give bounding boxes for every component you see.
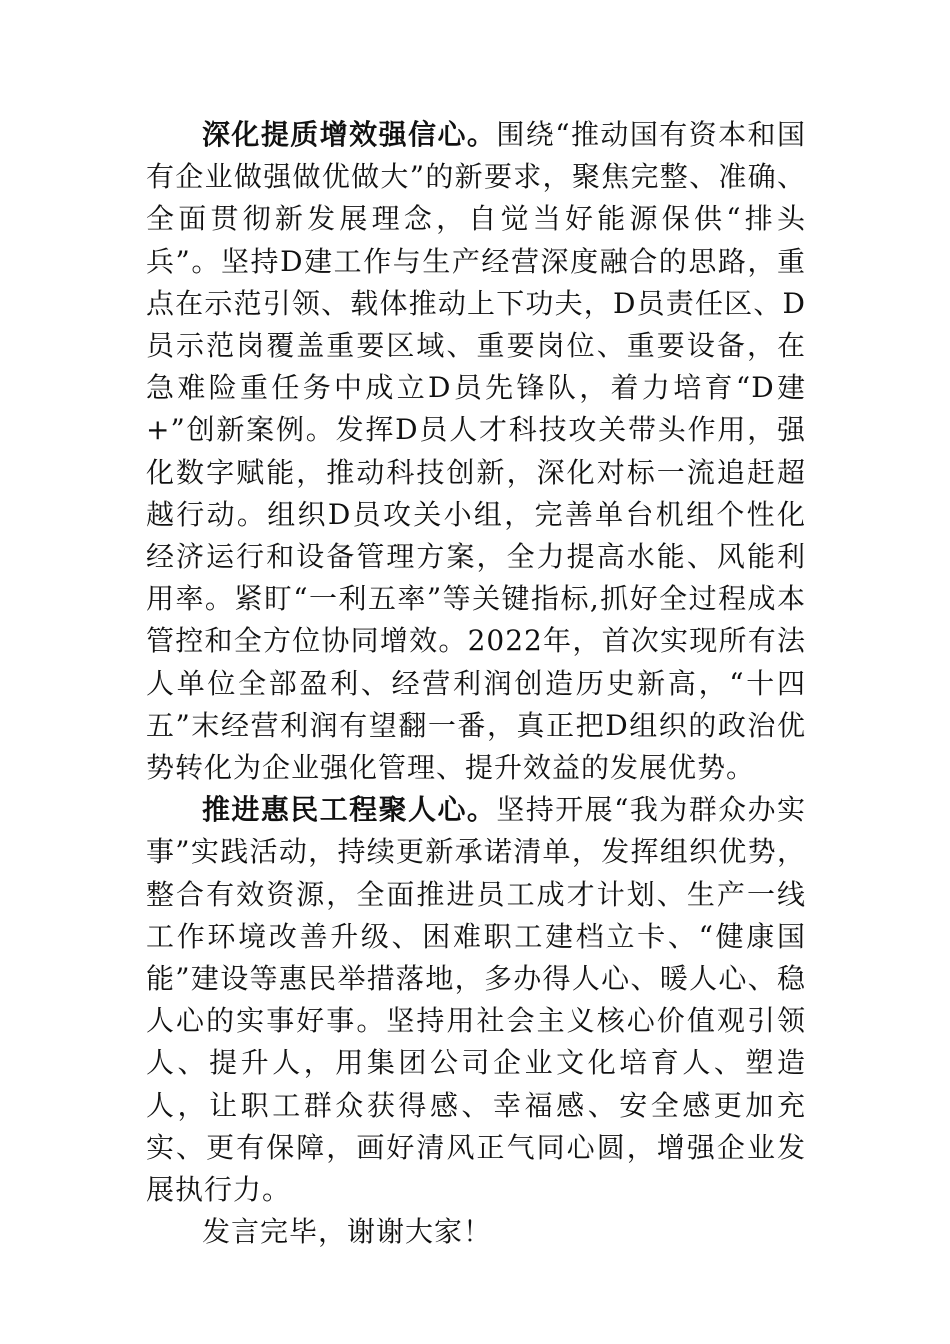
document-page (146, 114, 806, 1253)
closing-text: 发言完毕，谢谢大家！ (202, 1215, 493, 1249)
paragraph-closing (146, 1211, 806, 1253)
paragraph-heading: 深化提质增效强信心。 (202, 118, 497, 151)
paragraph-body: 围绕“推动国有资本和国有企业做强做优做大”的新要求，聚焦完整、准确、全面贯彻新发展理念，自觉当好能源保供“排头兵”。坚持D建工作与生产经营深度融合的思路，重点在示范引领、载体推动上下功夫，D员责任区、D员示范岗覆盖重要区域、重要岗位、重要设备，在急难险重任务中成立D员先锋队，着力培育“D建+”创新案例。发挥D员人才科技攻关带头作用，强化数字赋能，推动科技创新，深化对标一流追赶超越行动。组织D员攻关小组，完善单台机组个性化经济运行和设备管理方案，全力提高水能、风能利用率。紧盯“一利五率”等关键指标,抓好全过程成本管控和全方位协同增效。2022年，首次实现所有法人单位全部盈利、经营利润创造历史新高，“十四五”末经营利润有望翻一番，真正把D组织的政治优势转化为企业强化管理、提升效益的发展优势。 (146, 118, 806, 785)
paragraph-body: 坚持开展“我为群众办实事”实践活动，持续更新承诺清单，发挥组织优势，整合有效资源，全面推进员工成才计划、生产一线工作环境改善升级、困难职工建档立卡、“健康国能”建设等惠民举措落地，多办得人心、暖人心、稳人心的实事好事。坚持用社会主义核心价值观引领人、提升人，用集团公司企业文化培育人、塑造人，让职工群众获得感、幸福感、安全感更加充实、更有保障，画好清风正气同心圆，增强企业发展执行力。 (146, 793, 806, 1207)
paragraph-efficiency (146, 114, 806, 789)
paragraph-people (146, 789, 806, 1211)
paragraph-heading: 推进惠民工程聚人心。 (202, 793, 497, 827)
